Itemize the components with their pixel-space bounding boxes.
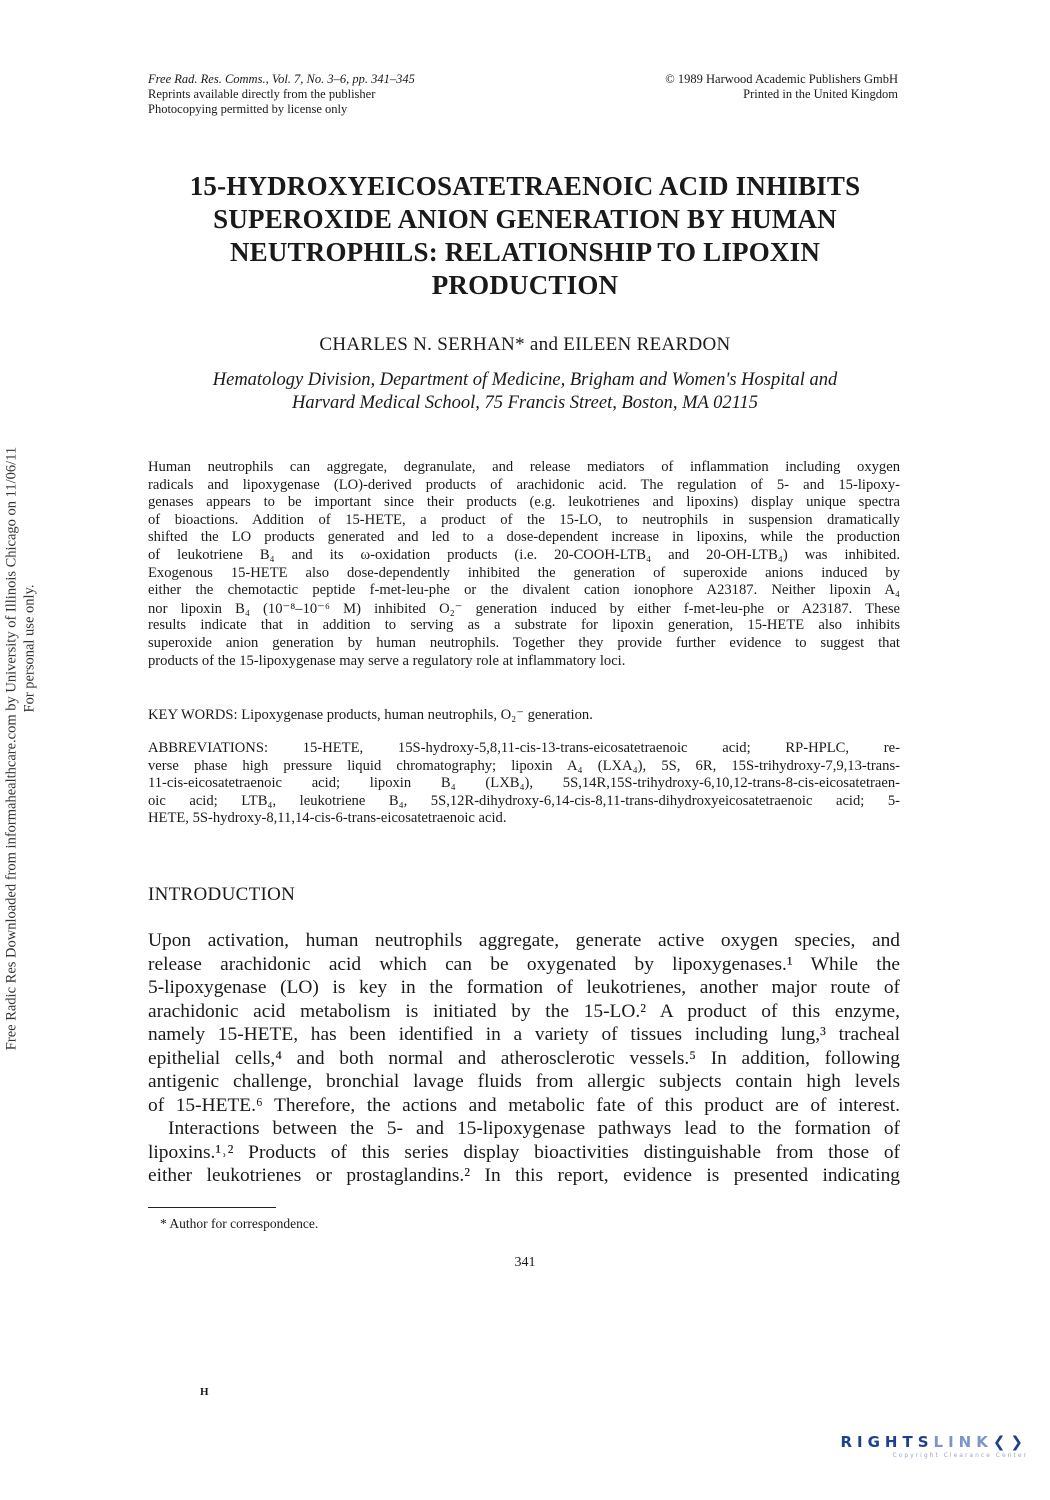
body-line: Interactions between the 5- and 15-lipoxygenase pathways lead to the formation of — [168, 1118, 900, 1139]
abstract-line: genases appears to be important since their products (e.g. leukotrienes and lipoxins) display unique spectra — [148, 494, 900, 511]
body-line: namely 15-HETE, has been identified in a variety of tissues including lung,³ tracheal — [148, 1024, 900, 1045]
body-line: of 15-HETE.⁶ Therefore, the actions and metabolic fate of this product are of interest. — [148, 1094, 900, 1116]
logo-rights: RIGHTS — [840, 1433, 934, 1451]
abbreviations-line: 11-cis-eicosatetraenoic acid; lipoxin B₄ (LXB₄), 5S,14R,15S-trihydroxy-6,10,12-trans-8-cis-eicosatetraen- — [148, 775, 900, 792]
title-line: PRODUCTION — [431, 270, 619, 300]
abbreviations-line: verse phase high pressure liquid chromatography; lipoxin A₄ (LXA₄), 5S, 6R, 15S-trihydroxy-7,9,13-trans- — [148, 757, 900, 774]
affiliation — [100, 369, 950, 415]
abbreviations-line: ABBREVIATIONS: 15-HETE, 15S-hydroxy-5,8,11-cis-13-trans-eicosatetraenoic acid; RP-HPLC, re- — [148, 740, 900, 756]
body-line: lipoxins.¹˒² Products of this series display bioactivities distinguishable from those of — [148, 1141, 900, 1163]
paper-title — [100, 170, 950, 302]
page-number: 341 — [514, 1255, 536, 1270]
signature-mark: H — [200, 1386, 209, 1398]
keywords: KEY WORDS: Lipoxygenase products, human neutrophils, O₂⁻ generation. — [148, 707, 593, 723]
abstract-line: products of the 15-lipoxygenase may serve a regulatory role at inflammatory loci. — [148, 652, 626, 669]
abstract-line: of bioactions. Addition of 15-HETE, a product of the 15-LO, to neutrophils in suspension dramatically — [148, 511, 900, 528]
title-line: NEUTROPHILS: RELATIONSHIP TO LIPOXIN — [229, 237, 821, 267]
body-line: release arachidonic acid which can be oxygenated by lipoxygenases.¹ While the — [148, 953, 900, 975]
citation-line: Reprints available directly from the publisher — [148, 87, 376, 101]
citation-line: Free Rad. Res. Comms., Vol. 7, No. 3–6, pp. 341–345 — [148, 72, 415, 86]
publisher-notice — [665, 72, 898, 102]
abstract-line: superoxide anion generation by human neutrophils. Together they provide further evidence to suggest that — [148, 635, 900, 651]
abstract-line: shifted the LO products generated and led to a dose-dependent increase in lipoxins, while the production — [148, 529, 900, 546]
affiliation-line: Hematology Division, Department of Medicine, Brigham and Women's Hospital and — [212, 370, 838, 390]
journal-citation — [148, 72, 415, 117]
section-heading: INTRODUCTION — [148, 884, 296, 905]
body-line: either leukotrienes or prostaglandins.² In this report, evidence is presented indicating — [148, 1165, 900, 1186]
logo-tagline: Copyright Clearance Center — [892, 1452, 1028, 1459]
affiliation-line: Harvard Medical School, 75 Francis Street, Boston, MA 02115 — [291, 393, 759, 413]
footnote-divider — [148, 1207, 276, 1208]
rightslink-logo[interactable] — [840, 1433, 1028, 1459]
abbreviations-line: oic acid; LTB₄, leukotriene B₄, 5S,12R-dihydroxy-6,14-cis-8,11-trans-dihydroxyeicosatetraenoic acid; 5- — [148, 792, 900, 809]
download-watermark: Free Radic Res Downloaded from informahealthcare.com by University of Illinois Chicago on 11/06/11 — [3, 446, 20, 1051]
body-line: arachidonic acid metabolism is initiated by the 15-LO.² A product of this enzyme, — [148, 1000, 900, 1022]
body-line: Upon activation, human neutrophils aggregate, generate active oxygen species, and — [148, 930, 900, 951]
title-line: SUPEROXIDE ANION GENERATION BY HUMAN — [213, 204, 837, 234]
logo-link: LINK — [933, 1433, 993, 1451]
copyright-line: © 1989 Harwood Academic Publishers GmbH — [665, 72, 898, 86]
body-line: antigenic challenge, bronchial lavage fluids from allergic subjects contain high levels — [148, 1071, 900, 1092]
abstract-line: results indicate that in addition to serving as a substrate for lipoxin generation, 15-HETE also inhibits — [148, 617, 900, 634]
authors: CHARLES N. SERHAN* and EILEEN REARDON — [319, 334, 731, 355]
body-line: 5-lipoxygenase (LO) is key in the formation of leukotrienes, another major route of — [148, 977, 900, 998]
abstract-line: Human neutrophils can aggregate, degranulate, and release mediators of inflammation including oxygen — [148, 459, 900, 475]
citation-line: Photocopying permitted by license only — [148, 102, 348, 116]
title-line: 15-HYDROXYEICOSATETRAENOIC ACID INHIBITS — [189, 171, 861, 201]
chevron-icon: ❮❯ — [992, 1433, 1028, 1451]
printed-line: Printed in the United Kingdom — [743, 87, 898, 101]
abstract-line: nor lipoxin B₄ (10⁻⁸–10⁻⁶ M) inhibited O₂⁻ generation induced by either f-met-leu-phe or A23187. These — [148, 600, 900, 617]
abstract-line: of leukotriene B₄ and its ω-oxidation products (i.e. 20-COOH-LTB₄ and 20-OH-LTB₄) was inhibited. — [148, 547, 900, 563]
abstract-line: radicals and lipoxygenase (LO)-derived products of arachidonic acid. The regulation of 5- and 15-lipoxy- — [148, 476, 900, 493]
abstract-line: Exogenous 15-HETE also dose-dependently inhibited the generation of superoxide anions induced by — [148, 564, 900, 581]
abstract-line: either the chemotactic peptide f-met-leu-phe or the divalent cation ionophore A23187. Neither lipoxin A₄ — [148, 582, 900, 599]
rightslink-wordmark — [840, 1433, 1028, 1451]
abbreviations-line: HETE, 5S-hydroxy-8,11,14-cis-6-trans-eicosatetraenoic acid. — [148, 810, 507, 827]
personal-use-watermark: For personal use only. — [21, 584, 38, 713]
footnote: * Author for correspondence. — [160, 1216, 319, 1231]
body-line: epithelial cells,⁴ and both normal and atherosclerotic vessels.⁵ In addition, following — [148, 1047, 900, 1069]
